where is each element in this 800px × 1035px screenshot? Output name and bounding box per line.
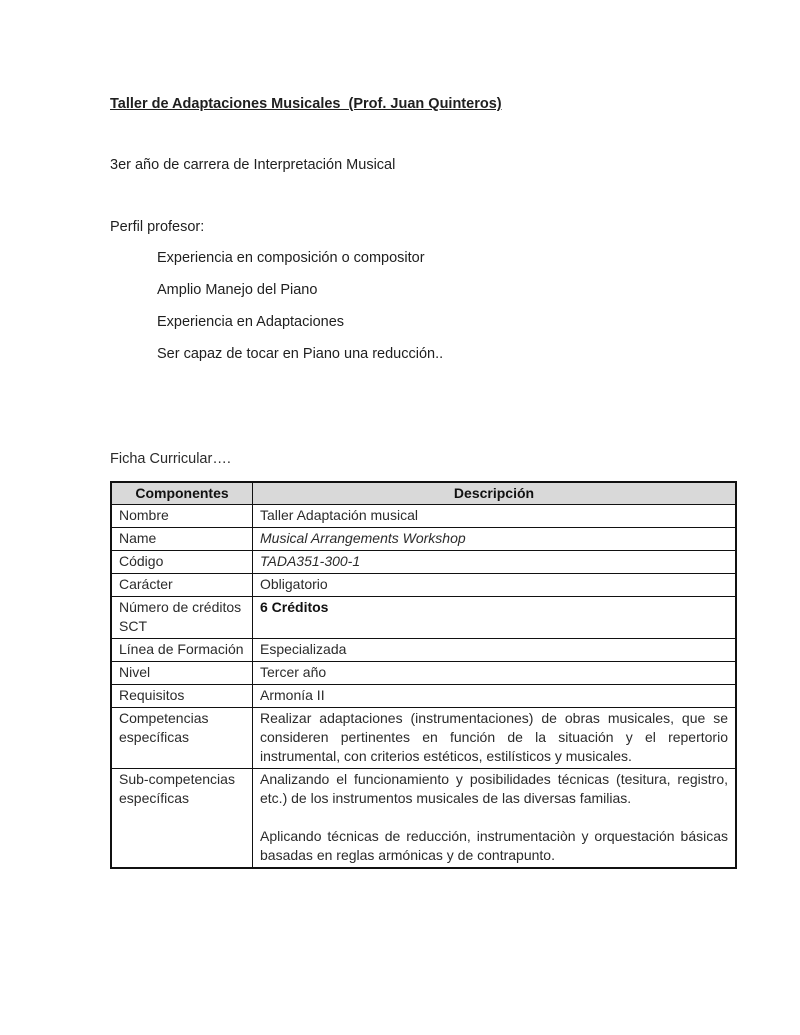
description-cell: TADA351-300-1 — [253, 551, 737, 574]
table-row — [111, 708, 736, 769]
description-cell: Musical Arrangements Workshop — [253, 528, 737, 551]
component-cell: Línea de Formación — [111, 639, 253, 662]
component-cell: Nivel — [111, 662, 253, 685]
table-row — [111, 505, 736, 528]
component-cell: Nombre — [111, 505, 253, 528]
table-row — [111, 639, 736, 662]
description-cell: Especializada — [253, 639, 737, 662]
description-cell: Taller Adaptación musical — [253, 505, 737, 528]
component-cell: Name — [111, 528, 253, 551]
table-row — [111, 551, 736, 574]
description-cell: Realizar adaptaciones (instrumentaciones) de obras musicales, que se consideren pertinentes en función de la situación y el repertorio instrumental, con criterios estéticos, estilísticos y musicales. — [253, 708, 737, 769]
document-title: Taller de Adaptaciones Musicales (Prof. Juan Quinteros) — [110, 96, 502, 112]
description-cell: Tercer año — [253, 662, 737, 685]
description-cell: Obligatorio — [253, 574, 737, 597]
profile-heading: Perfil profesor: — [110, 219, 205, 235]
column-header-componentes: Componentes — [111, 482, 253, 505]
table-row — [111, 597, 736, 639]
profile-item: Amplio Manejo del Piano — [157, 282, 318, 298]
component-cell: Carácter — [111, 574, 253, 597]
description-paragraph: Aplicando técnicas de reducción, instrumentaciòn y orquestación básicas basadas en reglas armónicas y de contrapunto. — [260, 828, 728, 863]
curriculum-table — [110, 481, 737, 869]
table-row — [111, 685, 736, 708]
ficha-curricular-label: Ficha Curricular…. — [110, 451, 231, 467]
description-paragraph: Analizando el funcionamiento y posibilidades técnicas (tesitura, registro, etc.) de los instrumentos musicales de las diversas familias. — [260, 771, 728, 806]
profile-list — [110, 251, 737, 362]
table-row — [111, 574, 736, 597]
description-cell: Armonía II — [253, 685, 737, 708]
description-cell — [253, 769, 737, 869]
table-row — [111, 769, 736, 869]
column-header-descripcion: Descripción — [253, 482, 737, 505]
description-cell: 6 Créditos — [253, 597, 737, 639]
component-cell: Requisitos — [111, 685, 253, 708]
component-cell: Sub-competencias específicas — [111, 769, 253, 869]
table-row — [111, 662, 736, 685]
profile-item: Ser capaz de tocar en Piano una reducción.. — [157, 346, 444, 362]
component-cell: Código — [111, 551, 253, 574]
course-year-line: 3er año de carrera de Interpretación Musical — [110, 157, 396, 173]
profile-item: Experiencia en Adaptaciones — [157, 314, 345, 330]
table-row — [111, 528, 736, 551]
profile-item: Experiencia en composición o compositor — [157, 250, 425, 266]
component-cell: Número de créditos SCT — [111, 597, 253, 639]
table-header-row — [111, 482, 736, 505]
component-cell: Competencias específicas — [111, 708, 253, 769]
